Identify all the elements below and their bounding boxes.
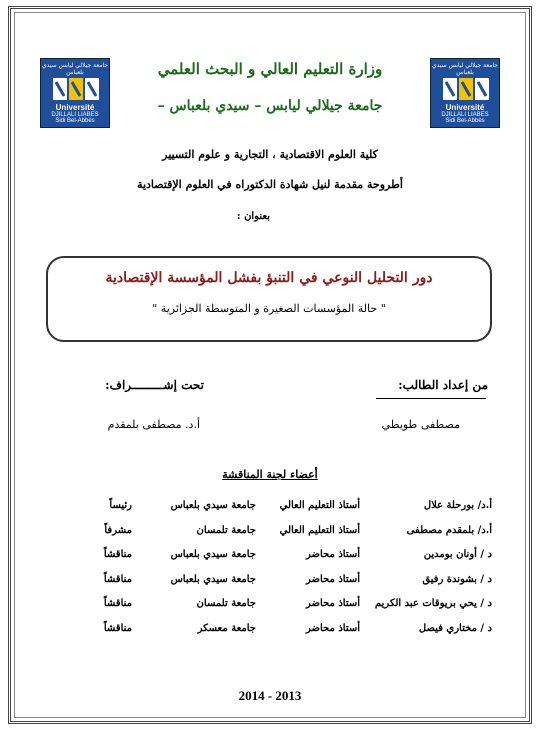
jury-member-rank: أستاذ التعليم العالي [279,524,360,536]
title-box [46,256,492,342]
logo-arabic-text: جامعة جيلالي ليابس سيدي بلعباس [42,62,108,76]
student-name: مصطفى طويطي [381,418,460,431]
jury-member-role: مناقشاً [103,549,132,560]
jury-row [46,549,492,574]
jury-member-name: د / أونان بومدين [423,549,492,560]
jury-member-name: د / مختاري فيصل [418,622,492,634]
ministry-heading: وزارة التعليم العالي و البحث العلمي [157,60,383,78]
supervisor-name: أ.د. مصطفى بلمقدم [107,418,200,431]
jury-heading: أعضاء لجنة المناقشة [222,468,318,481]
jury-member-role: مناقشاً [103,622,132,634]
jury-member-name: أ.د/ بورحلة علال [423,500,492,511]
jury-table [46,500,492,647]
academic-year: 2014 - 2013 [238,688,302,703]
thesis-subtitle: " حالة المؤسسات الصغيرة و المتوسطة الجزائرية " [152,302,386,315]
logo-name: Université [445,103,485,112]
jury-member-university: جامعة سيدي بلعباس [170,500,256,511]
jury-row [46,598,492,623]
jury-member-rank: أستاذ محاضر [305,622,360,634]
jury-member-role: مناقشاً [103,573,132,585]
thesis-title: دور التحليل النوعي في التنبؤ بفشل المؤسسة الإقتصادية [105,270,433,286]
jury-member-role: مناقشاً [103,598,132,609]
supervisor-label: تحت إشـــــــــراف: [105,378,204,392]
jury-member-name: د / يحي بريوقات عبد الكريم [374,598,492,609]
jury-member-rank: أستاذ محاضر [305,573,360,585]
logo-arabic-text: جامعة جيلالي ليابس سيدي بلعباس [432,62,498,76]
faculty-heading: كلية العلوم الاقتصادية ، التجارية و علوم التسيير [162,148,378,161]
title-label: بعنوان : [236,211,270,222]
jury-member-rank: أستاذ محاضر [305,549,360,560]
jury-member-university: جامعة تلمسان [196,598,256,609]
logo-sub2: Sidi Bel-Abbès [445,118,485,124]
jury-member-university: جامعة معسكر [197,622,256,634]
jury-row [46,525,492,550]
jury-member-name: أ.د/ بلمقدم مصطفى [406,524,492,536]
jury-member-rank: أستاذ التعليم العالي [279,500,360,511]
logo-sub1: DJILLALI LIABES [51,112,99,118]
logo-name: Université [55,103,95,112]
jury-row [46,623,492,648]
jury-member-university: جامعة تلمسان [196,524,256,536]
jury-member-role: مشرفاً [104,524,132,536]
university-heading: جامعة جيلالي ليابس – سيدي بلعباس – [157,98,383,114]
jury-row [46,574,492,599]
jury-member-rank: أستاذ محاضر [305,598,360,609]
jury-member-name: د / بشوندة رفيق [422,573,492,585]
prepared-by-label: من إعداد الطالب: [398,378,488,392]
jury-member-university: جامعة سيدي بلعباس [170,549,256,560]
jury-row [46,500,492,525]
logo-sub2: Sidi Bel-Abbès [55,118,95,124]
prepared-by-underline [376,398,486,399]
jury-member-role: رئيساً [109,500,132,511]
thesis-description: أطروحة مقدمة لنيل شهادة الدكتوراه في العلوم الإقتصادية [137,178,403,191]
jury-member-university: جامعة سيدي بلعباس [170,573,256,585]
logo-sub1: DJILLALI LIABES [441,112,489,118]
